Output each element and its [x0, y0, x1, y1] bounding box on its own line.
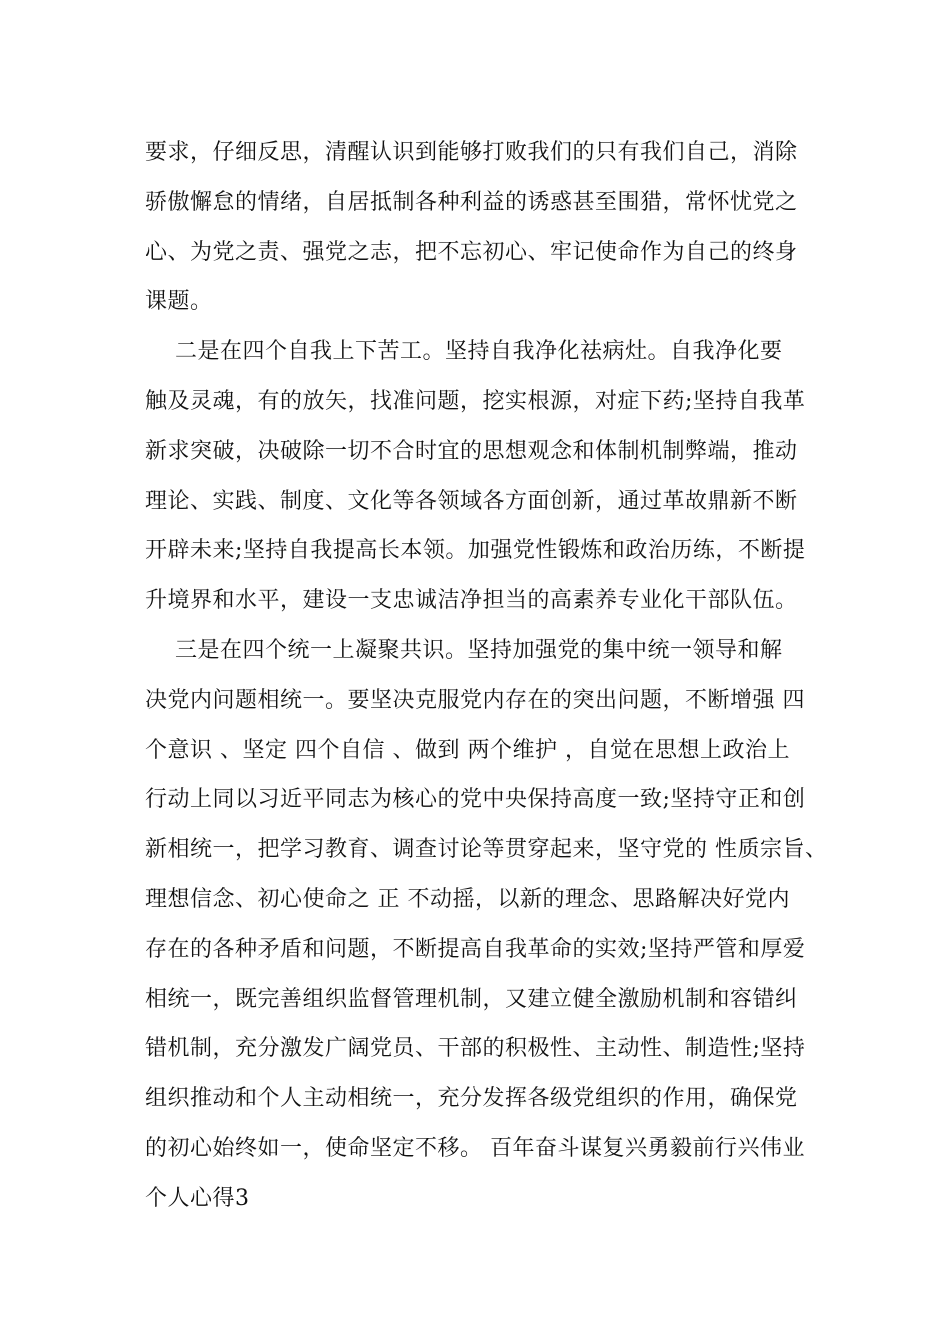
text-line: 错机制，充分激发广阔党员、干部的积极性、主动性、制造性;坚持 — [145, 1036, 806, 1062]
text-line: 理论、实践、制度、文化等各领域各方面创新，通过革故鼎新不断 — [145, 488, 798, 514]
text-line: 课题。 — [145, 289, 213, 315]
text-line: 要求，仔细反思，清醒认识到能够打败我们的只有我们自己，消除 — [145, 140, 798, 165]
text-line: 升境界和水平，建设一支忠诚洁净担当的高素养专业化干部队伍。 — [145, 588, 798, 614]
text-line: 决党内问题相统一。要坚决克服党内存在的突出问题，不断增强 四 — [145, 687, 805, 713]
paragraph-start-line: 三是在四个统一上凝聚共识。坚持加强党的集中统一领导和解 — [145, 637, 783, 663]
text-line: 个人心得3 — [145, 1185, 250, 1211]
body-text — [145, 128, 828, 1224]
paragraph-start-line: 二是在四个自我上下苦工。坚持自我净化祛病灶。自我净化要 — [145, 339, 783, 365]
text-line: 存在的各种矛盾和问题，不断提高自我革命的实效;坚持严管和厚爱 — [145, 936, 806, 962]
text-line: 心、为党之责、强党之志，把不忘初心、牢记使命作为自己的终身 — [145, 239, 798, 265]
text-line: 开辟未来;坚持自我提高长本领。加强党性锻炼和政治历练，不断提 — [145, 538, 806, 564]
text-line: 新相统一，把学习教育、调查讨论等贯穿起来，坚守党的 性质宗旨、 — [145, 837, 828, 863]
text-line: 组织推动和个人主动相统一，充分发挥各级党组织的作用，确保党 — [145, 1086, 798, 1112]
text-line: 相统一，既完善组织监督管理机制，又建立健全激励机制和容错纠 — [145, 986, 798, 1012]
text-line: 的初心始终如一，使命坚定不移。 百年奋斗谋复兴勇毅前行兴伟业 — [145, 1135, 805, 1161]
text-line: 触及灵魂，有的放矢，找准问题，挖实根源，对症下药;坚持自我革 — [145, 388, 806, 414]
text-line: 骄傲懈怠的情绪，自居抵制各种利益的诱惑甚至围猎，常怀忧党之 — [145, 189, 798, 215]
text-line: 理想信念、初心使命之 正 不动摇，以新的理念、思路解决好党内 — [145, 886, 790, 912]
text-line: 新求突破，决破除一切不合时宜的思想观念和体制机制弊端，推动 — [145, 438, 798, 464]
text-line: 个意识 、坚定 四个自信 、做到 两个维护 ，自觉在思想上政治上 — [145, 737, 790, 763]
text-line: 行动上同以习近平同志为核心的党中央保持高度一致;坚持守正和创 — [145, 787, 806, 813]
